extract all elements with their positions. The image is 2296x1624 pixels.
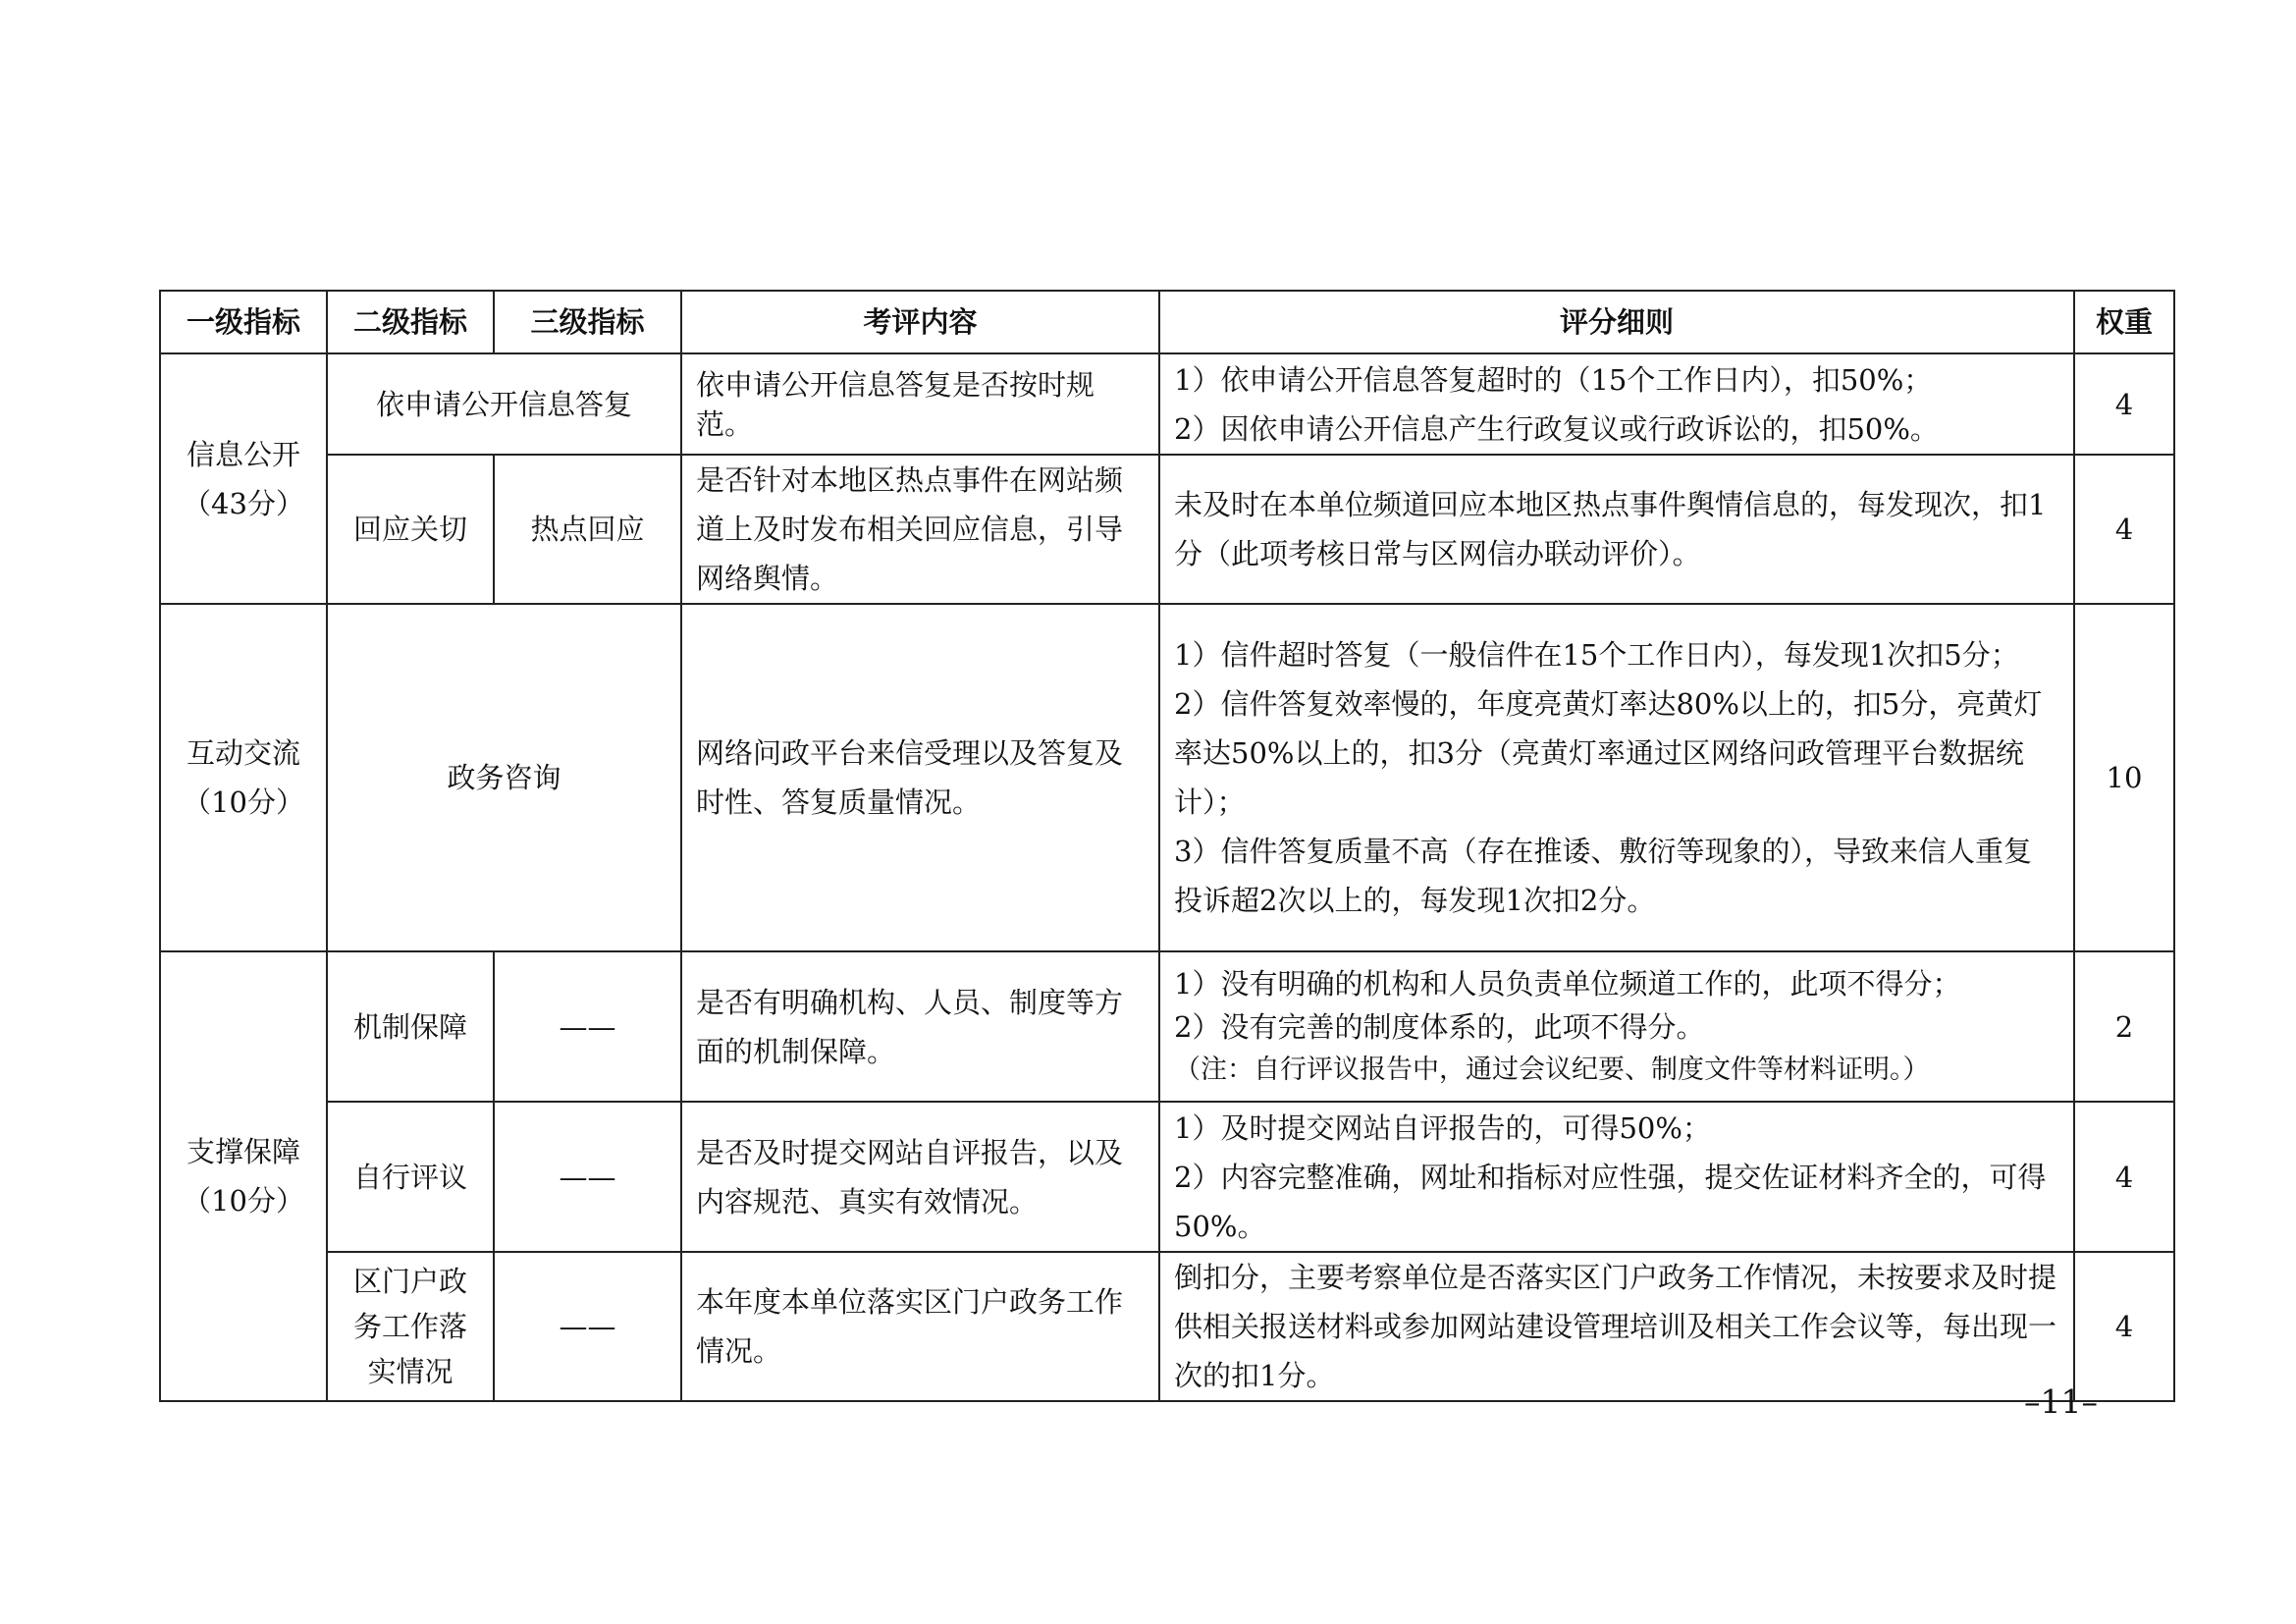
content-cell: 依申请公开信息答复是否按时规范。 [681,353,1159,455]
level1-name: 信息公开 [186,437,300,471]
weight-cell: 4 [2074,353,2174,455]
rule-line: 2）没有完善的制度体系的，此项不得分。 [1174,1009,1705,1044]
level1-score: （10分） [183,785,304,819]
level3-cell: 热点回应 [494,455,681,604]
header-level2: 二级指标 [327,291,494,353]
header-content: 考评内容 [681,291,1159,353]
level1-score: （43分） [183,486,304,520]
content-cell: 是否针对本地区热点事件在网站频道上及时发布相关回应信息，引导网络舆情。 [681,455,1159,604]
header-level1: 一级指标 [160,291,327,353]
level3-cell: —— [494,1252,681,1401]
level2-cell: 依申请公开信息答复 [327,353,681,455]
level2-cell: 回应关切 [327,455,494,604]
table-row [160,1102,2174,1252]
level3-cell: —— [494,951,681,1102]
rule-note: （注：自行评议报告中，通过会议纪要、制度文件等材料证明。） [1174,1054,1930,1085]
level2-cell: 机制保障 [327,951,494,1102]
content-cell: 是否有明确机构、人员、制度等方面的机制保障。 [681,951,1159,1102]
weight-cell: 4 [2074,1252,2174,1401]
level1-name: 支撑保障 [186,1135,300,1168]
rules-cell [1159,604,2074,951]
table-row [160,604,2174,951]
table-row [160,951,2174,1102]
rule-line: 1）依申请公开信息答复超时的（15个工作日内），扣50%； [1174,362,1933,397]
rule-line: 2）信件答复效率慢的，年度亮黄灯率达80%以上的，扣5分，亮黄灯率达50%以上的，扣3分（亮黄灯率通过区网络问政管理平台数据统计）； [1174,687,2043,819]
page-number: –11– [2024,1382,2098,1421]
rules-cell [1159,455,2074,604]
rule-line: 倒扣分，主要考察单位是否落实区门户政务工作情况，未按要求及时提供相关报送材料或参加网站建设管理培训及相关工作会议等，每出现一次的扣1分。 [1174,1261,2057,1392]
rules-cell [1159,1102,2074,1252]
level2-cell: 政务咨询 [327,604,681,951]
evaluation-table [159,290,2175,1402]
table-row [160,353,2174,455]
header-level3: 三级指标 [494,291,681,353]
weight-cell: 2 [2074,951,2174,1102]
content-cell: 是否及时提交网站自评报告，以及内容规范、真实有效情况。 [681,1102,1159,1252]
level1-cell [160,604,327,951]
level2-cell: 区门户政务工作落实情况 [327,1252,494,1401]
level1-cell [160,353,327,604]
table-row [160,455,2174,604]
rule-line: 2）内容完整准确，网址和指标对应性强，提交佐证材料齐全的，可得50%。 [1174,1160,2047,1243]
level1-score: （10分） [183,1184,304,1218]
weight-cell: 4 [2074,455,2174,604]
weight-cell: 4 [2074,1102,2174,1252]
rule-line: 2）因依申请公开信息产生行政复议或行政诉讼的，扣50%。 [1174,411,1939,446]
content-cell: 网络问政平台来信受理以及答复及时性、答复质量情况。 [681,604,1159,951]
level1-cell [160,951,327,1401]
content-cell: 本年度本单位落实区门户政务工作情况。 [681,1252,1159,1401]
table-header-row [160,291,2174,353]
rule-line: 1）及时提交网站自评报告的，可得50%； [1174,1110,1711,1145]
level1-name: 互动交流 [186,736,300,770]
header-rules: 评分细则 [1159,291,2074,353]
table-row [160,1252,2174,1401]
header-weight: 权重 [2074,291,2174,353]
level2-cell: 自行评议 [327,1102,494,1252]
rules-cell [1159,1252,2074,1401]
rule-line: 1）信件超时答复（一般信件在15个工作日内），每发现1次扣5分； [1174,638,2019,672]
rule-line: 1）没有明确的机构和人员负责单位频道工作的，此项不得分； [1174,966,1961,1001]
rules-cell [1159,353,2074,455]
level3-cell: —— [494,1102,681,1252]
rule-line: 未及时在本单位频道回应本地区热点事件舆情信息的，每发现次，扣1分（此项考核日常与区网信办联动评价）。 [1174,488,2047,570]
rules-cell [1159,951,2074,1102]
weight-cell: 10 [2074,604,2174,951]
rule-line: 3）信件答复质量不高（存在推诿、敷衍等现象的），导致来信人重复投诉超2次以上的，每发现1次扣2分。 [1174,835,2032,917]
